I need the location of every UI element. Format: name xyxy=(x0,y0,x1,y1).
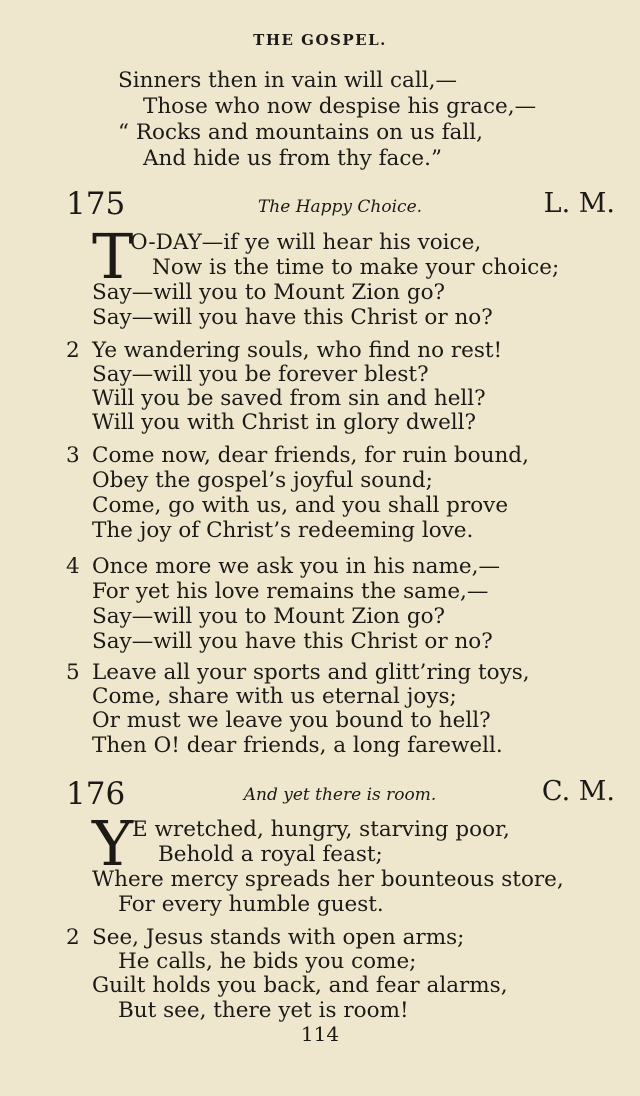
stanza-number: 2 xyxy=(66,338,80,363)
verse-line: Guilt holds you back, and fear alarms, xyxy=(92,973,508,998)
verse-line: E wretched, hungry, starving poor, xyxy=(132,817,510,842)
stanza-number: 3 xyxy=(66,443,80,468)
verse-line: Once more we ask you in his name,— xyxy=(92,554,500,579)
stanza-number: 4 xyxy=(66,554,80,579)
stanza-number: 2 xyxy=(66,925,80,950)
verse-line: Say—will you have this Christ or no? xyxy=(92,305,493,330)
verse-line: For every humble guest. xyxy=(118,892,384,917)
verse-line: But see, there yet is room! xyxy=(118,998,409,1023)
verse-line: Say—will you be forever blest? xyxy=(92,362,429,387)
verse-line: Those who now despise his grace,— xyxy=(143,94,537,119)
verse-line: Come now, dear friends, for ruin bound, xyxy=(92,443,529,468)
verse-line: He calls, he bids you come; xyxy=(118,949,417,974)
running-head: THE GOSPEL. xyxy=(253,31,387,49)
hymn-number: 176 xyxy=(66,776,126,812)
verse-line: And hide us from thy face.” xyxy=(143,146,442,171)
verse-line: Behold a royal feast; xyxy=(158,842,383,867)
drop-cap: T xyxy=(92,220,134,293)
verse-line: Say—will you have this Christ or no? xyxy=(92,629,493,654)
verse-line: For yet his love remains the same,— xyxy=(92,579,489,604)
verse-line: Now is the time to make your choice; xyxy=(152,255,560,280)
page-number: 114 xyxy=(300,1022,340,1046)
verse-line: See, Jesus stands with open arms; xyxy=(92,925,465,950)
hymn-title: The Happy Choice. xyxy=(257,197,423,217)
verse-line: Or must we leave you bound to hell? xyxy=(92,708,491,733)
verse-line: Come, go with us, and you shall prove xyxy=(92,493,509,518)
hymn-meter: L. M. xyxy=(543,188,615,219)
verse-line: “ Rocks and mountains on us fall, xyxy=(118,120,483,145)
verse-line: Come, share with us eternal joys; xyxy=(92,684,457,709)
verse-line: Then O! dear friends, a long farewell. xyxy=(92,733,503,758)
verse-line: Obey the gospel’s joyful sound; xyxy=(92,468,433,493)
verse-line: Ye wandering souls, who find no rest! xyxy=(92,338,503,363)
verse-line: Say—will you to Mount Zion go? xyxy=(92,280,446,305)
hymn-number: 175 xyxy=(66,186,126,222)
drop-cap: Y xyxy=(92,807,133,880)
verse-line: The joy of Christ’s redeeming love. xyxy=(92,518,474,543)
verse-line: Where mercy spreads her bounteous store, xyxy=(92,867,564,892)
verse-line: Sinners then in vain will call,— xyxy=(118,68,457,93)
hymn-meter: C. M. xyxy=(541,776,615,807)
verse-line: Say—will you to Mount Zion go? xyxy=(92,604,446,629)
verse-line: Will you with Christ in glory dwell? xyxy=(92,410,477,435)
verse-line: Will you be saved from sin and hell? xyxy=(92,386,486,411)
verse-line: O-DAY—if ye will hear his voice, xyxy=(130,230,482,255)
verse-line: Leave all your sports and glitt’ring toys, xyxy=(92,660,530,685)
stanza-number: 5 xyxy=(66,660,80,685)
hymn-title: And yet there is room. xyxy=(243,785,437,805)
